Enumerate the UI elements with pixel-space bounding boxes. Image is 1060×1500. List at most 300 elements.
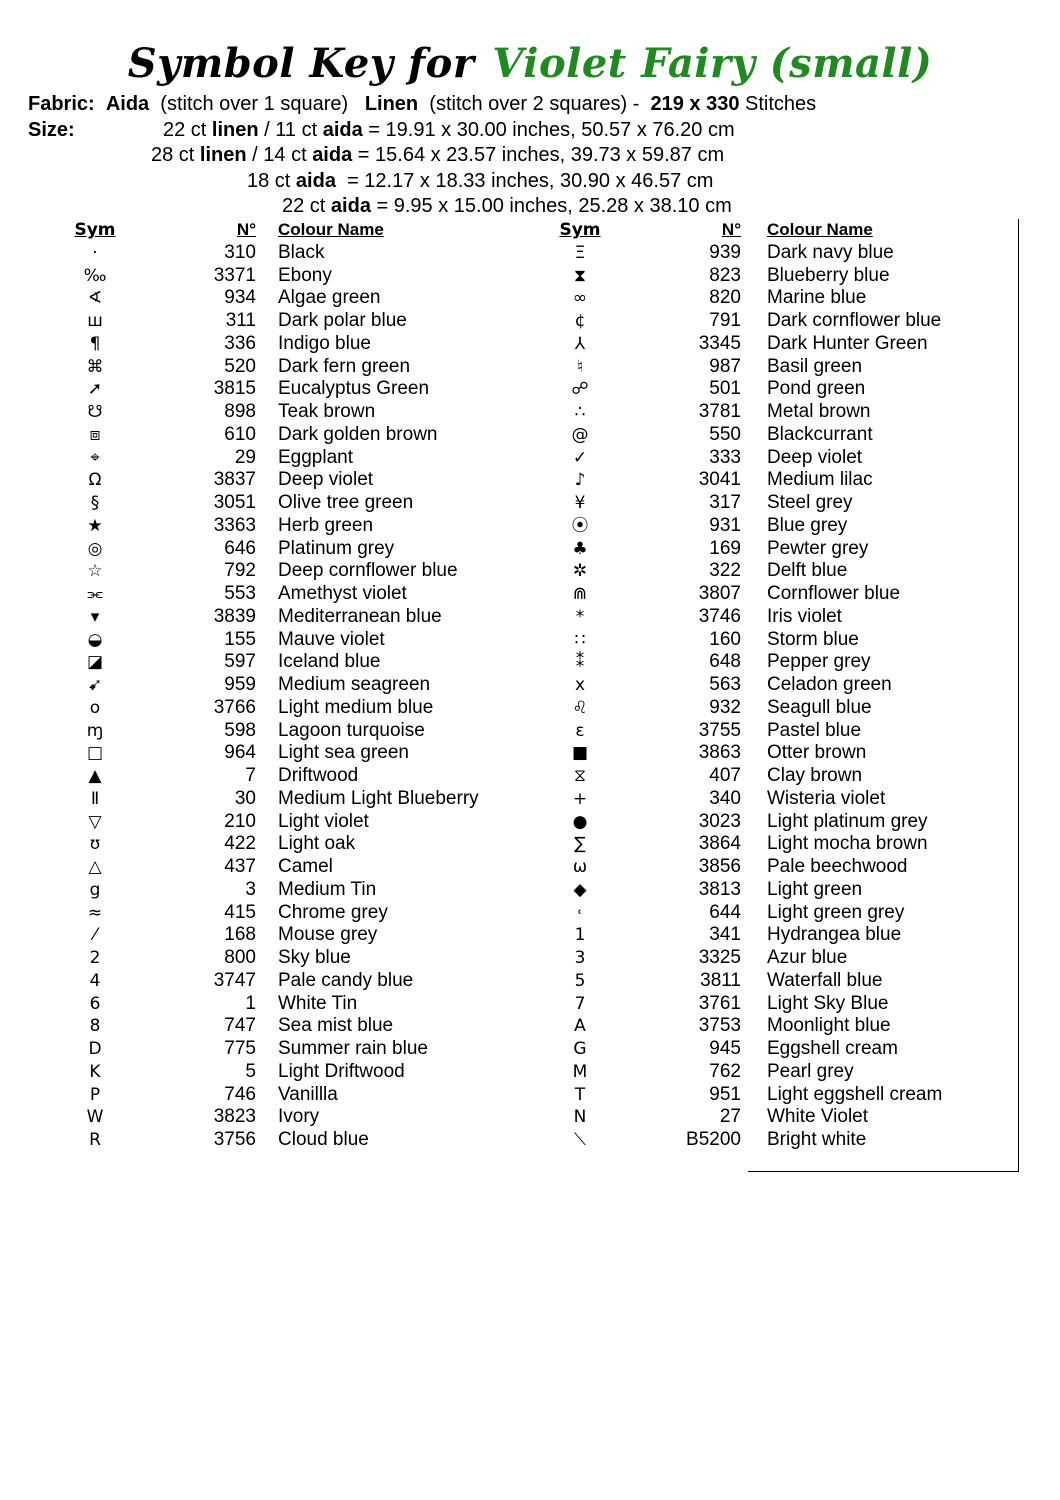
- symbol-glyph: +: [572, 788, 588, 809]
- symbol-glyph: ➚: [87, 379, 103, 400]
- symbol-glyph: △: [88, 857, 102, 877]
- table-row: [60, 538, 530, 561]
- colour-name: Delft blue: [767, 560, 848, 582]
- table-body: [545, 242, 1020, 1152]
- table-row: [60, 742, 530, 765]
- size-line-2-mid: / 14 ct: [246, 144, 313, 166]
- colour-number: 563: [709, 674, 741, 695]
- symbol-glyph: Ξ: [574, 242, 586, 263]
- table-header: [60, 219, 530, 242]
- colour-name: Hydrangea blue: [767, 924, 902, 946]
- colour-number: 333: [709, 446, 741, 468]
- colour-number: 800: [224, 947, 256, 968]
- colour-number: 7: [245, 765, 256, 786]
- symbol-glyph: x: [574, 675, 586, 695]
- table-row: [545, 492, 1020, 515]
- colour-name: Camel: [278, 856, 333, 877]
- size-line-4-fabric: aida: [330, 195, 371, 217]
- colour-name: Sky blue: [278, 947, 351, 968]
- colour-name: Light eggshell cream: [767, 1083, 943, 1105]
- symbol-glyph: ➹: [87, 675, 103, 695]
- table-row: [545, 1084, 1020, 1107]
- colour-number: 3815: [213, 378, 256, 400]
- colour-name: Sea mist blue: [278, 1015, 394, 1037]
- colour-name: Iris violet: [767, 605, 842, 627]
- table-row: [545, 856, 1020, 879]
- stitch-count: 219 x 330: [650, 93, 740, 115]
- table-row: [545, 515, 1020, 538]
- colour-number: 3781: [698, 401, 741, 422]
- table-row: [60, 401, 530, 424]
- colour-number: 1: [245, 992, 256, 1014]
- colour-number: 939: [709, 241, 741, 263]
- colour-number: 553: [224, 583, 256, 604]
- colour-name: Blue grey: [767, 514, 848, 536]
- colour-number: 340: [709, 787, 741, 809]
- colour-number: 155: [224, 628, 256, 650]
- symbol-glyph: ⁄: [93, 925, 97, 946]
- table-row: [545, 924, 1020, 947]
- symbol-glyph: ˓: [577, 902, 583, 923]
- table-row: [545, 970, 1020, 993]
- colour-name: Light Driftwood: [278, 1060, 405, 1082]
- colour-name: Light green: [767, 878, 863, 900]
- colour-name: Light violet: [278, 810, 369, 832]
- symbol-glyph: P: [89, 1084, 101, 1105]
- colour-name: Deep cornflower blue: [278, 560, 458, 582]
- table-row: [60, 856, 530, 879]
- table-row: [545, 629, 1020, 652]
- symbol-glyph: ☋: [87, 402, 103, 422]
- colour-number: 932: [709, 696, 741, 718]
- colour-number: 311: [225, 310, 256, 331]
- table-row: [60, 1061, 530, 1084]
- colour-name: Chrome grey: [278, 901, 388, 923]
- symbol-glyph: ★: [87, 515, 103, 536]
- table-row: [545, 742, 1020, 765]
- colour-name: Medium Light Blueberry: [278, 787, 479, 809]
- colour-number: 823: [709, 264, 741, 286]
- colour-name: Indigo blue: [278, 332, 371, 354]
- size-line-4-dims: = 9.95 x 15.00 inches, 25.28 x 38.10 cm: [370, 195, 732, 217]
- colour-name: Mouse grey: [278, 924, 378, 946]
- stitch-suffix: Stitches: [745, 93, 817, 115]
- table-row: [545, 788, 1020, 811]
- symbol-glyph: D: [88, 1039, 102, 1059]
- table-row: [60, 1084, 530, 1107]
- table-row: [545, 356, 1020, 379]
- table-row: [60, 378, 530, 401]
- colour-number: 945: [709, 1038, 741, 1059]
- symbol-glyph: ♌: [572, 697, 588, 718]
- table-row: [60, 469, 530, 492]
- colour-number: 610: [224, 423, 256, 445]
- size-line-1-dims: = 19.91 x 30.00 inches, 50.57 x 76.20 cm: [362, 119, 735, 141]
- size-line-2-dims: = 15.64 x 23.57 inches, 39.73 x 59.87 cm: [352, 144, 725, 166]
- colour-number: 792: [224, 560, 256, 582]
- colour-number: 550: [709, 423, 741, 445]
- colour-number: 3813: [698, 878, 741, 900]
- colour-number: 597: [224, 651, 256, 673]
- symbol-glyph: ⧗: [574, 265, 586, 286]
- symbol-glyph: ▽: [88, 811, 102, 832]
- colour-name: Waterfall blue: [767, 969, 883, 991]
- symbol-glyph: ✓: [572, 447, 588, 468]
- colour-name: Dark cornflower blue: [767, 310, 942, 331]
- table-row: [545, 469, 1020, 492]
- colour-number: 3051: [213, 492, 256, 513]
- colour-name: Dark fern green: [278, 355, 411, 377]
- table-row: [545, 674, 1020, 697]
- colour-name: Metal brown: [767, 401, 871, 422]
- colour-name: Light green grey: [767, 901, 905, 923]
- symbol-glyph: ≈: [87, 902, 103, 923]
- colour-name: Bright white: [767, 1129, 867, 1150]
- colour-name: Vanillla: [278, 1083, 338, 1105]
- size-line-2: [151, 143, 724, 168]
- table-row: [545, 424, 1020, 447]
- header-sym: Sym: [74, 220, 116, 240]
- colour-number: 407: [709, 765, 741, 786]
- colour-name: Steel grey: [767, 492, 853, 513]
- header-num: N°: [236, 220, 256, 239]
- colour-name: Eucalyptus Green: [278, 378, 430, 400]
- symbol-glyph: @: [571, 424, 589, 445]
- colour-number: 322: [709, 560, 741, 582]
- table-row: [545, 333, 1020, 356]
- table-row: [545, 606, 1020, 629]
- symbol-glyph: o: [89, 697, 101, 718]
- colour-name: Ivory: [278, 1106, 320, 1128]
- table-row: [60, 902, 530, 925]
- table-row: [60, 970, 530, 993]
- colour-number: 5: [245, 1060, 256, 1082]
- colour-number: 648: [709, 651, 741, 673]
- colour-name: Marine blue: [767, 287, 867, 309]
- colour-number: 3023: [698, 810, 741, 832]
- size-label: Size:: [28, 119, 75, 141]
- table-row: [545, 560, 1020, 583]
- table-row: [60, 993, 530, 1016]
- symbol-glyph: ♪: [574, 470, 586, 491]
- symbol-glyph: 1: [574, 925, 586, 946]
- table-row: [60, 606, 530, 629]
- table-row: [60, 583, 530, 606]
- size-line-2-pre: 28 ct: [151, 144, 200, 166]
- colour-number: 3766: [213, 696, 256, 718]
- symbol-glyph: ∢: [87, 288, 103, 309]
- title-prefix: Symbol Key for: [127, 40, 475, 87]
- symbol-glyph: ɛ: [575, 720, 585, 741]
- colour-name: Medium seagreen: [278, 674, 431, 695]
- colour-number: 30: [234, 787, 256, 809]
- header-name: Colour Name: [278, 220, 384, 239]
- table-row: [60, 356, 530, 379]
- table-row: [60, 1038, 530, 1061]
- colour-name: Otter brown: [767, 742, 867, 764]
- symbol-glyph: M: [572, 1061, 588, 1082]
- table-row: [545, 1061, 1020, 1084]
- colour-name: White Violet: [767, 1106, 869, 1128]
- colour-number: 3811: [700, 969, 741, 991]
- size-line-2-fabric-1: linen: [199, 144, 247, 166]
- colour-name: Ebony: [278, 264, 332, 286]
- symbol-glyph: T: [574, 1084, 586, 1105]
- table-row: [60, 924, 530, 947]
- symbol-glyph: ɱ: [86, 720, 104, 741]
- size-line-3-pre: 18 ct: [247, 170, 296, 192]
- colour-number: 3753: [698, 1015, 741, 1037]
- table-row: [545, 310, 1020, 333]
- colour-name: Eggplant: [278, 446, 354, 468]
- symbol-glyph: ¥: [574, 493, 586, 513]
- colour-name: Light medium blue: [278, 696, 434, 718]
- table-row: [545, 947, 1020, 970]
- symbol-glyph: Ω: [88, 470, 102, 491]
- table-row: [60, 947, 530, 970]
- colour-name: Pale candy blue: [278, 969, 414, 991]
- table-row: [60, 1106, 530, 1129]
- fabric-line: [28, 92, 816, 117]
- table-row: [60, 811, 530, 834]
- table-row: [545, 651, 1020, 674]
- symbol-glyph: ◒: [87, 629, 103, 650]
- colour-name: Olive tree green: [278, 492, 414, 513]
- colour-name: Dark golden brown: [278, 423, 438, 445]
- table-row: [545, 879, 1020, 902]
- colour-number: 775: [224, 1038, 256, 1059]
- colour-name: Light oak: [278, 833, 356, 855]
- fabric-label: Fabric:: [28, 93, 95, 115]
- fabric-linen-note: (stitch over 2 squares) -: [429, 93, 640, 115]
- table-row: [60, 287, 530, 310]
- table-row: [60, 1015, 530, 1038]
- colour-number: 762: [709, 1060, 741, 1082]
- colour-number: 27: [719, 1106, 741, 1128]
- colour-name: Dark navy blue: [767, 241, 894, 263]
- colour-name: Lagoon turquoise: [278, 719, 425, 741]
- colour-number: 3: [245, 878, 256, 900]
- colour-number: 3345: [698, 332, 741, 354]
- colour-number: 951: [709, 1083, 741, 1105]
- symbol-glyph: ∞: [572, 288, 588, 309]
- symbol-glyph: *: [575, 606, 585, 627]
- colour-number: 746: [224, 1083, 256, 1105]
- colour-number: 820: [709, 287, 741, 309]
- colour-number: 210: [224, 810, 256, 832]
- table-row: [60, 492, 530, 515]
- fabric-aida-note: (stitch over 1 square): [160, 93, 349, 115]
- colour-name: Pastel blue: [767, 719, 862, 741]
- colour-number: 934: [224, 287, 256, 309]
- table-row: [545, 1106, 1020, 1129]
- colour-number: 3856: [698, 856, 741, 877]
- table-row: [545, 993, 1020, 1016]
- symbol-glyph: ⧖: [574, 766, 586, 786]
- colour-number: 3839: [213, 605, 256, 627]
- colour-name: White Tin: [278, 992, 358, 1014]
- symbol-glyph: ♮: [576, 356, 584, 377]
- size-line-1-fabric-2: aida: [322, 119, 363, 141]
- symbol-glyph: ¢: [574, 311, 586, 331]
- header-sym: Sym: [559, 220, 601, 240]
- table-row: [545, 1129, 1020, 1152]
- symbol-glyph: ¶: [89, 333, 101, 354]
- table-row: [545, 902, 1020, 925]
- table-row: [545, 811, 1020, 834]
- symbol-glyph: ⋒: [572, 584, 588, 604]
- colour-name: Herb green: [278, 514, 374, 536]
- table-row: [545, 720, 1020, 743]
- colour-number: 3746: [698, 605, 741, 627]
- table-row: [60, 720, 530, 743]
- symbol-glyph: ●: [572, 811, 588, 832]
- colour-number: 898: [224, 401, 256, 422]
- table-header: [545, 219, 1020, 242]
- header-num: N°: [721, 220, 741, 239]
- symbol-glyph: ∑: [574, 834, 586, 855]
- colour-number: 3864: [698, 833, 741, 855]
- symbol-glyph: 6: [89, 993, 101, 1014]
- size-line-1-pre: 22 ct: [163, 119, 212, 141]
- colour-number: 3837: [213, 469, 256, 491]
- table-row: [545, 242, 1020, 265]
- size-line-3-dims: = 12.17 x 18.33 inches, 30.90 x 46.57 cm: [335, 170, 714, 192]
- table-row: [545, 265, 1020, 288]
- table-row: [60, 560, 530, 583]
- symbol-glyph: R: [89, 1130, 101, 1150]
- colour-number: 3747: [213, 969, 256, 991]
- colour-name: Pale beechwood: [767, 856, 908, 877]
- colour-name: Clay brown: [767, 765, 863, 786]
- colour-number: 964: [224, 742, 256, 764]
- colour-number: 3807: [698, 583, 741, 604]
- colour-name: Storm blue: [767, 628, 859, 650]
- colour-name: Light Sky Blue: [767, 992, 889, 1014]
- table-row: [60, 424, 530, 447]
- symbol-glyph: ☍: [571, 379, 589, 400]
- colour-number: 169: [709, 537, 741, 559]
- symbol-glyph: ◪: [86, 652, 104, 673]
- colour-name: Summer rain blue: [278, 1038, 428, 1059]
- colour-name: Wisteria violet: [767, 787, 886, 809]
- symbol-glyph: 5: [574, 970, 586, 991]
- table-row: [545, 1015, 1020, 1038]
- symbol-glyph: ⌖: [90, 447, 100, 468]
- symbol-glyph: §: [90, 493, 100, 513]
- table-row: [545, 287, 1020, 310]
- colour-name: Eggshell cream: [767, 1038, 898, 1059]
- size-line-2-fabric-2: aida: [312, 144, 353, 166]
- colour-name: Teak brown: [278, 401, 376, 422]
- colour-name: Moonlight blue: [767, 1015, 891, 1037]
- symbol-glyph: 8: [89, 1016, 101, 1037]
- table-row: [60, 833, 530, 856]
- table-row: [60, 651, 530, 674]
- colour-number: 310: [224, 241, 256, 263]
- colour-number: 168: [224, 924, 256, 946]
- symbol-glyph: □: [86, 743, 104, 764]
- colour-number: 3863: [698, 742, 741, 764]
- symbol-glyph: ·: [92, 242, 98, 263]
- design-name: Violet Fairy (small): [492, 40, 933, 87]
- symbol-glyph: ☆: [87, 561, 103, 582]
- header-name: Colour Name: [767, 220, 873, 239]
- symbol-glyph: G: [573, 1039, 587, 1059]
- colour-number: 29: [234, 446, 256, 468]
- size-line-1: [163, 118, 735, 143]
- symbol-glyph: ▲: [88, 766, 102, 786]
- table-row: [60, 879, 530, 902]
- colour-name: Driftwood: [278, 765, 359, 786]
- colour-name: Amethyst violet: [278, 583, 407, 604]
- symbol-glyph: ◆: [573, 879, 587, 900]
- colour-name: Mediterranean blue: [278, 605, 442, 627]
- symbol-table-right: [545, 219, 1020, 1152]
- symbol-glyph: A: [574, 1016, 586, 1037]
- symbol-glyph: ✲: [572, 561, 588, 582]
- symbol-glyph: ♣: [572, 538, 588, 559]
- colour-number: 598: [224, 719, 256, 741]
- table-row: [60, 697, 530, 720]
- colour-name: Pond green: [767, 378, 866, 400]
- symbol-glyph: ω: [572, 857, 588, 877]
- colour-name: Dark Hunter Green: [767, 332, 928, 354]
- symbol-glyph: ⟍: [574, 1130, 586, 1150]
- size-line-4-pre: 22 ct: [282, 195, 331, 217]
- colour-name: Medium lilac: [767, 469, 873, 491]
- symbol-glyph: ʊ: [89, 834, 101, 855]
- colour-name: Celadon green: [767, 674, 892, 695]
- colour-number: 3823: [213, 1106, 256, 1128]
- size-line-1-fabric-1: linen: [211, 119, 259, 141]
- symbol-glyph: 7: [574, 993, 586, 1014]
- symbol-glyph: ⦿: [571, 515, 589, 536]
- colour-number: 317: [709, 492, 741, 513]
- colour-name: Black: [278, 241, 325, 263]
- colour-number: 931: [709, 514, 741, 536]
- colour-name: Platinum grey: [278, 537, 395, 559]
- colour-name: Pearl grey: [767, 1060, 854, 1082]
- table-row: [545, 538, 1020, 561]
- colour-name: Pewter grey: [767, 537, 869, 559]
- symbol-glyph: ⁑: [575, 652, 585, 673]
- colour-name: Cornflower blue: [767, 583, 901, 604]
- symbol-glyph: 2: [89, 948, 101, 968]
- table-row: [545, 378, 1020, 401]
- colour-name: Pepper grey: [767, 651, 871, 673]
- fabric-aida: Aida: [105, 93, 150, 115]
- colour-number: 791: [709, 310, 741, 331]
- colour-name: Dark polar blue: [278, 310, 407, 331]
- colour-number: 341: [709, 924, 741, 946]
- symbol-glyph: ■: [571, 743, 589, 764]
- fabric-linen: Linen: [364, 93, 419, 115]
- colour-name: Seagull blue: [767, 696, 872, 718]
- colour-number: 3363: [213, 514, 256, 536]
- colour-number: 3371: [213, 264, 256, 286]
- colour-number: 520: [224, 355, 256, 377]
- table-row: [60, 265, 530, 288]
- colour-name: Blackcurrant: [767, 423, 873, 445]
- symbol-glyph: ▾: [90, 606, 100, 627]
- symbol-glyph: ⌘: [86, 356, 104, 377]
- table-row: [545, 401, 1020, 424]
- colour-number: 415: [224, 901, 256, 923]
- table-row: [545, 697, 1020, 720]
- page-title: [0, 40, 1060, 87]
- colour-name: Medium Tin: [278, 878, 377, 900]
